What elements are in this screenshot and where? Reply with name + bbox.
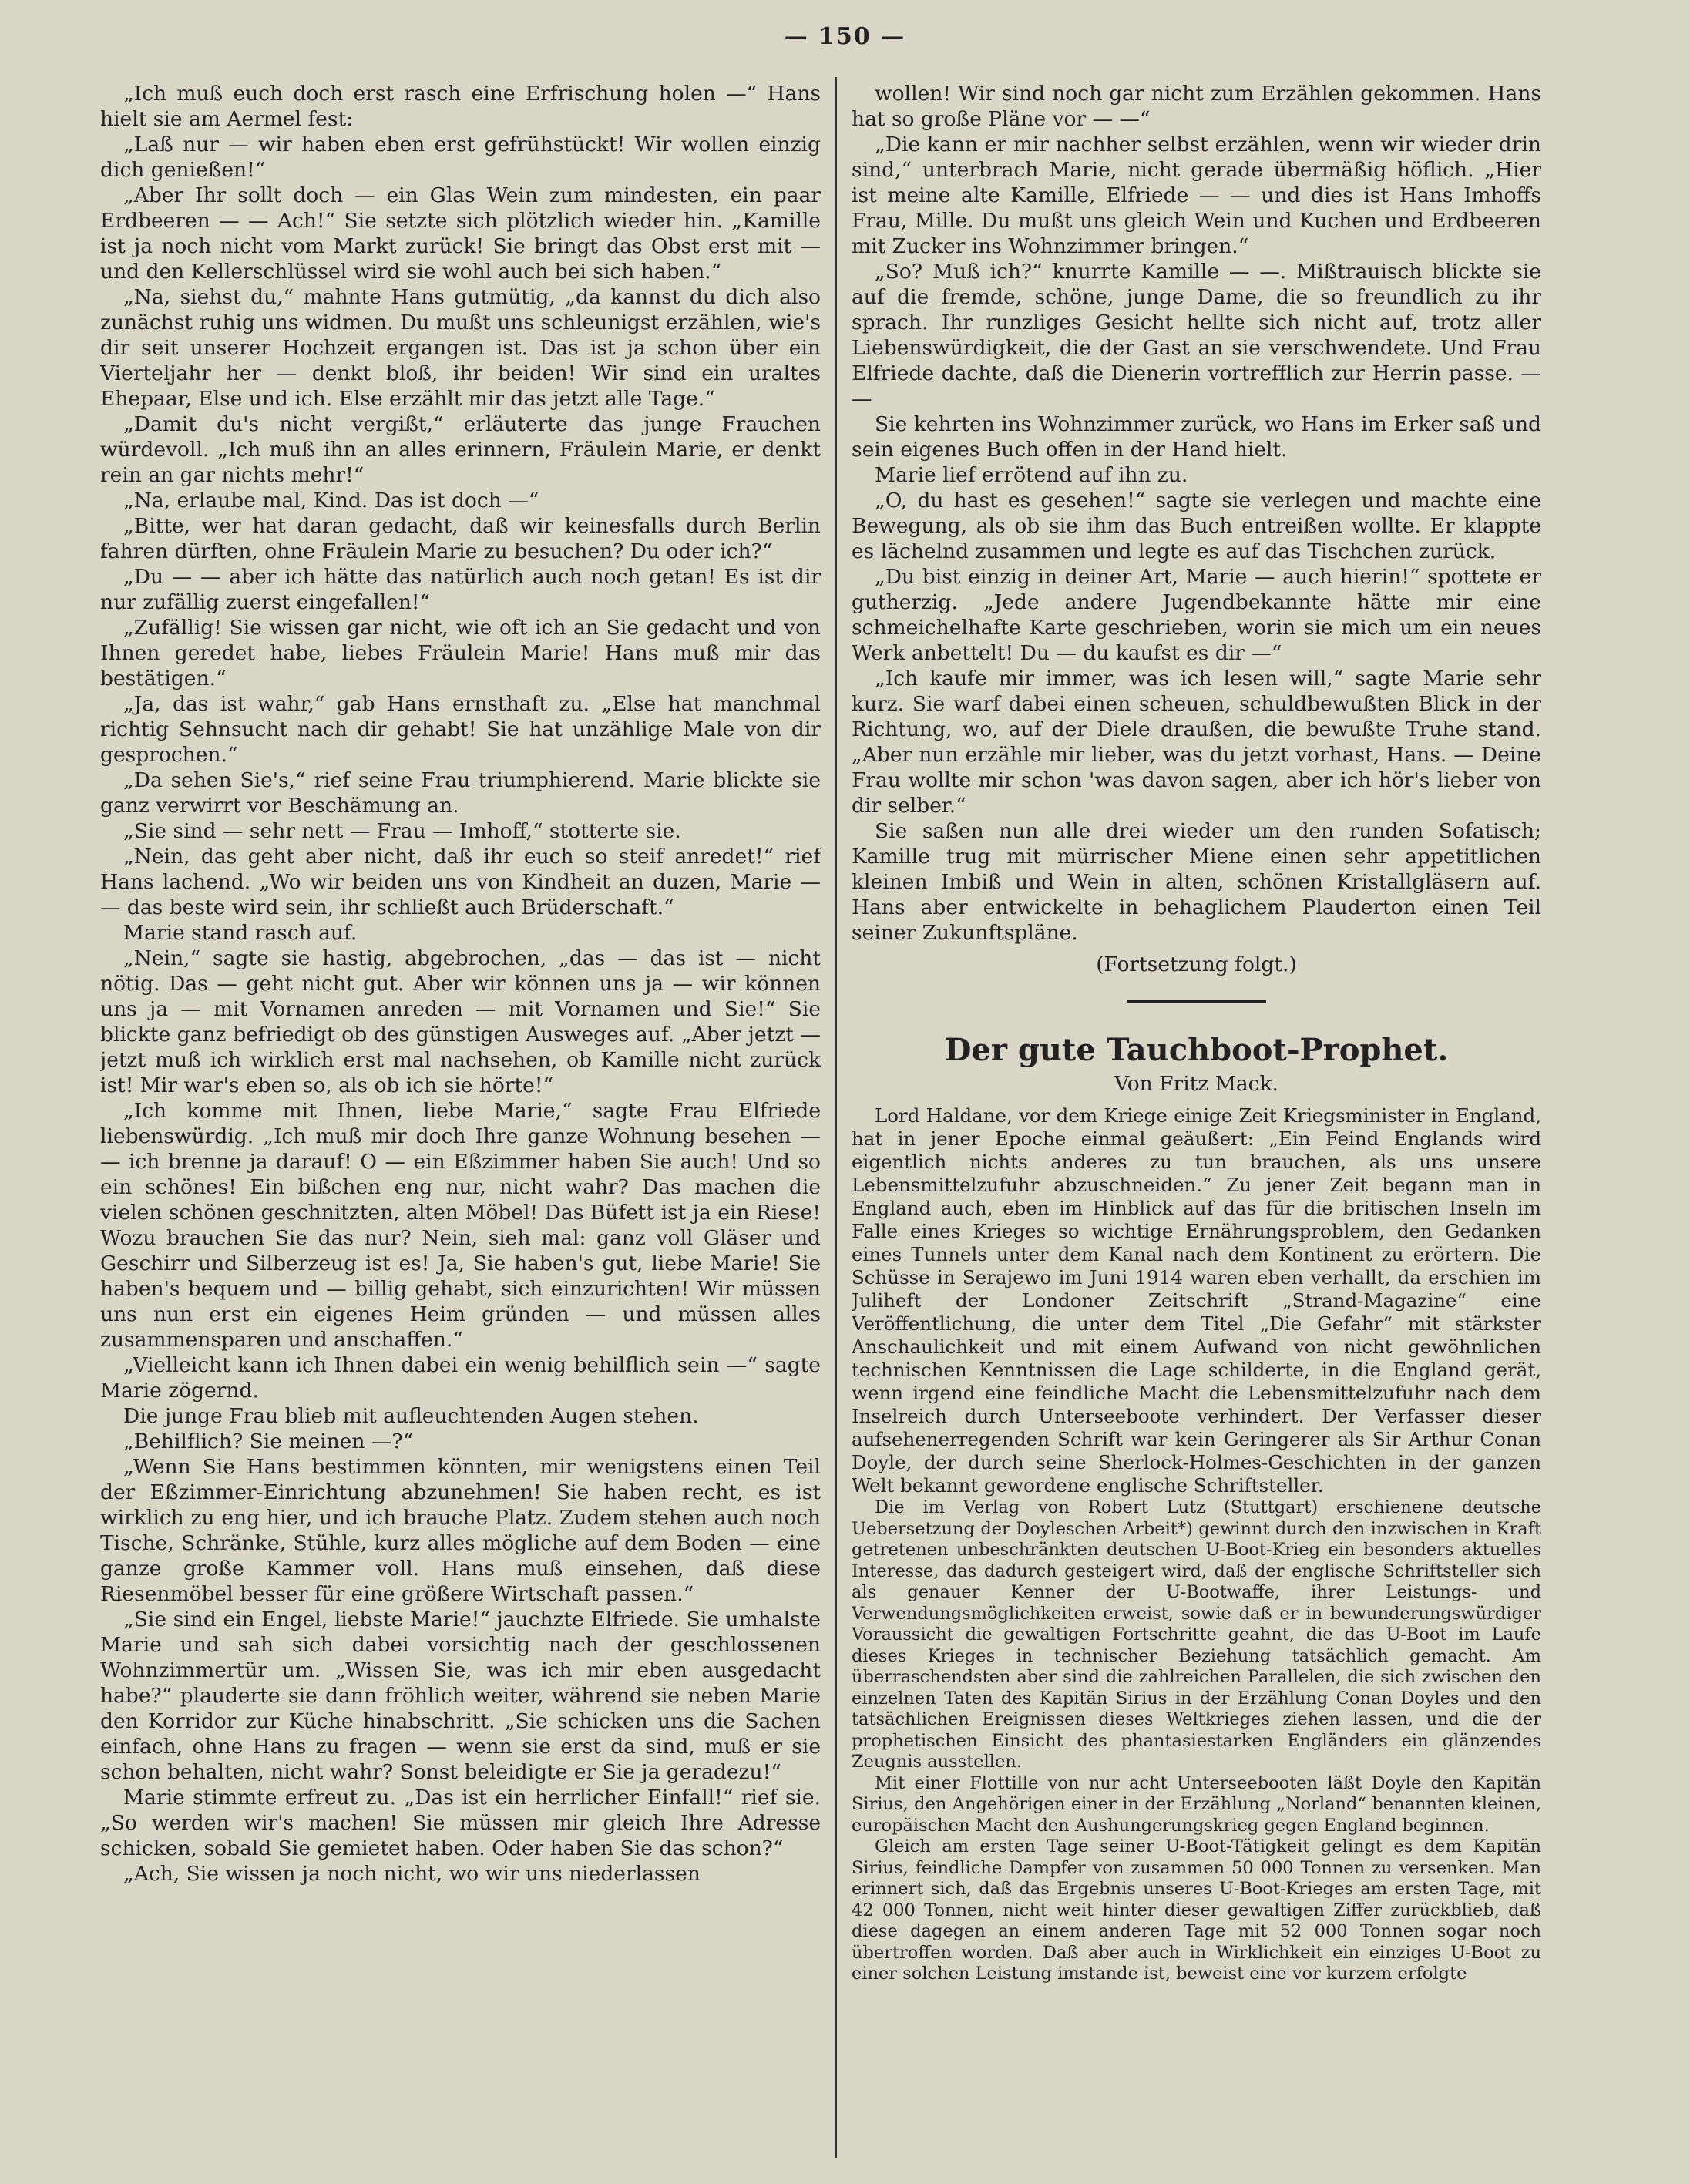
article-paragraph: Gleich am ersten Tage seiner U-Boot-Tätigkeit gelingt es dem Kapitän Sirius, feindliche Dampfer von zusammen 50 000 Tonnen zu versenken. Man erinnert sich, daß das Ergebnis unseres U-Boot-Krieges am ersten Tage, mit 42 000 Tonnen, nicht weit hinter dieser gewaltigen Ziffer zurückblieb, daß diese dagegen an einem anderen Tage mit 52 000 Tonnen sogar noch übertroffen worden. Daß aber auch in Wirklichkeit ein einziges U-Boot zu einer solchen Leistung imstande ist, beweist eine vor kurzem erfolgte [852, 1836, 1541, 1984]
story-paragraph: „Da sehen Sie's,“ rief seine Frau triumphierend. Marie blickte sie ganz verwirrt vor Beschämung an. [100, 768, 821, 818]
story-paragraph: „Ja, das ist wahr,“ gab Hans ernsthaft zu. „Else hat manchmal richtig Sehnsucht nach dir gehabt! Sie hat unzählige Male von dir gesprochen.“ [100, 692, 821, 767]
story-paragraph: „Na, erlaube mal, Kind. Das ist doch —“ [123, 489, 539, 512]
story-paragraph: Marie stand rasch auf. [123, 921, 358, 945]
story-paragraph: „O, du hast es gesehen!“ sagte sie verlegen und machte eine Bewegung, als ob sie ihm das Buch entreißen wollte. Er klappte es lächelnd zusammen und legte es auf das Tischchen zurück. [852, 489, 1541, 563]
story-paragraph: „Aber Ihr sollt doch — ein Glas Wein zum mindesten, ein paar Erdbeeren — — Ach!“ Sie setzte sich plötzlich wieder hin. „Kamille ist ja noch nicht vom Markt zurück! Sie bringt das Obst erst mit — und den Kellerschlüssel wird sie wohl auch bei sich haben.“ [100, 183, 821, 284]
right-column [852, 81, 1541, 2162]
story-paragraph: Sie kehrten ins Wohnzimmer zurück, wo Hans im Erker saß und sein eigenes Buch offen in der Hand hielt. [852, 412, 1541, 462]
story-paragraph: „Sie sind ein Engel, liebste Marie!“ jauchzte Elfriede. Sie umhalste Marie und sah sich dabei vorsichtig nach der geschlossenen Wohnzimmertür um. „Wissen Sie, was ich mir eben ausgedacht habe?“ plauderte sie dann fröhlich weiter, während sie neben Marie den Korridor zur Küche hinabschritt. „Sie schicken uns die Sachen einfach, ohne Hans zu fragen — wenn sie erst da sind, muß er sie schon behalten, nicht wahr? Sonst beleidigte er Sie ja geradezu!“ [100, 1608, 821, 1784]
story-paragraph: „Du — — aber ich hätte das natürlich auch noch getan! Es ist dir nur zufällig zuerst eingefallen!“ [100, 565, 821, 614]
story-paragraph: „Ich kaufe mir immer, was ich lesen will,“ sagte Marie sehr kurz. Sie warf dabei einen scheuen, schuldbewußten Blick in der Richtung, wo, auf der Diele draußen, die bewußte Truhe stand. „Aber nun erzähle mir lieber, was du jetzt vorhast, Hans. — Deine Frau wollte mir schon 'was davon sagen, aber ich hör's lieber von dir selber.“ [852, 667, 1541, 818]
story-paragraph: „Ich komme mit Ihnen, liebe Marie,“ sagte Frau Elfriede liebenswürdig. „Ich muß mir doch Ihre ganze Wohnung besehen — — ich brenne ja darauf! O — ein Eßzimmer haben Sie auch! Und so ein schönes! Ein bißchen eng nur, nicht wahr? Das machen die vielen schönen geschnitzten, alten Möbel! Das Büfett ist ja ein Riese! Wozu brauchen Sie das nur? Nein, sieh mal: ganz voll Gläser und Geschirr und Silberzeug ist es! Ja, Sie haben's gut, liebe Marie! Sie haben's bequem und — billig gehabt, sich einzurichten! Wir müssen uns nun erst ein eigenes Heim gründen — und müssen alles zusammensparen und anschaffen.“ [100, 1099, 821, 1352]
story-paragraph: Marie stimmte erfreut zu. „Das ist ein herrlicher Einfall!“ rief sie. „So werden wir's machen! Sie müssen mir gleich Ihre Adresse schicken, sobald Sie gemietet haben. Oder haben Sie das schon?“ [100, 1786, 821, 1860]
story-paragraph: „Die kann er mir nachher selbst erzählen, wenn wir wieder drin sind,“ unterbrach Marie, nicht gerade übermäßig höflich. „Hier ist meine alte Kamille, Elfriede — — und dies ist Hans Imhoffs Frau, Mille. Du mußt uns gleich Wein und Kuchen und Erdbeeren mit Zucker ins Wohnzimmer bringen.“ [852, 133, 1541, 258]
continued-note: (Fortsetzung folgt.) [1096, 953, 1297, 976]
story-paragraph: „Laß nur — wir haben eben erst gefrühstückt! Wir wollen einzig dich genießen!“ [100, 133, 821, 182]
story-paragraph: „Bitte, wer hat daran gedacht, daß wir keinesfalls durch Berlin fahren dürften, ohne Fräulein Marie zu besuchen? Du oder ich?“ [100, 514, 821, 563]
left-column [100, 81, 821, 2162]
story-paragraph: „Na, siehst du,“ mahnte Hans gutmütig, „da kannst du dich also zunächst ruhig uns widmen. Du mußt uns schleunigst erzählen, wie's dir seit unserer Hochzeit ergangen ist. Das ist ja schon über ein Vierteljahr her — denkt bloß, ihr beiden! Wir sind ein uraltes Ehepaar, Else und ich. Else erzählt mir das jetzt alle Tage.“ [100, 285, 821, 411]
story-paragraph: „Ach, Sie wissen ja noch nicht, wo wir uns niederlassen [123, 1862, 701, 1886]
serial-story-end [852, 81, 1541, 946]
story-paragraph: „Wenn Sie Hans bestimmen könnten, mir wenigstens einen Teil der Eßzimmer-Einrichtung abzunehmen! Sie haben recht, es ist wirklich zu eng hier, und ich brauche Platz. Zudem stehen auch noch Tische, Schränke, Stühle, kurz alles mögliche auf dem Boden — eine ganze große Kammer voll. Hans muß einsehen, daß diese Riesenmöbel besser für eine größere Wirtschaft passen.“ [100, 1455, 821, 1606]
section-rule [1127, 1000, 1266, 1003]
story-paragraph: „Zufällig! Sie wissen gar nicht, wie oft ich an Sie gedacht und von Ihnen geredet habe, liebes Fräulein Marie! Hans muß mir das bestätigen.“ [100, 616, 821, 690]
column-divider [835, 77, 837, 2158]
story-paragraph: „Du bist einzig in deiner Art, Marie — auch hierin!“ spottete er gutherzig. „Jede andere Jugendbekannte hätte mir eine schmeichelhafte Karte geschrieben, worin sie mich um ein neues Werk anbettelt! Du — du kaufst es dir —“ [852, 565, 1541, 665]
story-paragraph: „Ich muß euch doch erst rasch eine Erfrischung holen —“ Hans hielt sie am Aermel fest: [100, 82, 821, 131]
story-paragraph: „So? Muß ich?“ knurrte Kamille — —. Mißtrauisch blickte sie auf die fremde, schöne, junge Dame, die so freundlich zu ihr sprach. Ihr runzliges Gesicht hellte sich nicht auf, trotz aller Liebenswürdigkeit, die der Gast an sie verschwendete. Und Frau Elfriede dachte, daß die Dienerin vortrefflich zur Herrin passe. — — [852, 260, 1541, 411]
story-paragraph: „Nein, das geht aber nicht, daß ihr euch so steif anredet!“ rief Hans lachend. „Wo wir beiden uns von Kindheit an duzen, Marie — — das beste wird sein, ihr schließt auch Brüderschaft.“ [100, 845, 821, 919]
story-paragraph: „Nein,“ sagte sie hastig, abgebrochen, „das — das ist — nicht nötig. Das — geht nicht gut. Aber wir können uns ja — wir können uns ja — mit Vornamen anreden — mit Vornamen und Sie!“ Sie blickte ganz befriedigt ob des günstigen Ausweges auf. „Aber jetzt — jetzt muß ich wirklich erst mal nachsehen, ob Kamille nicht zurück ist! Mir war's eben so, als ob ich sie hörte!“ [100, 946, 821, 1097]
page-number: — 150 — [784, 23, 906, 50]
article-title: Der gute Tauchboot-Prophet. [944, 1032, 1449, 1068]
article-lead-paragraph: Lord Haldane, vor dem Kriege einige Zeit Kriegsminister in England, hat in jener Epoche einmal geäußert: „Ein Feind Englands wird eigentlich nichts anderes zu tun brauchen, als uns unsere Lebensmittelzufuhr abzuschneiden.“ Zu jener Zeit begann man in England auch, eben im Hinblick auf das für die britischen Inseln im Falle eines Krieges so wichtige Ernährungsproblem, den Gedanken eines Tunnels unter dem Kanal nach dem Kontinent zu erörtern. Die Schüsse in Serajewo im Juni 1914 waren eben verhallt, da erschien im Juliheft der Londoner Zeitschrift „Strand-Magazine“ eine Veröffentlichung, die unter dem Titel „Die Gefahr“ mit stärkster Anschaulichkeit und mit einem Aufwand von nicht gewöhnlichen technischen Kenntnissen die Lage schilderte, in die England gerät, wenn irgend eine feindliche Macht die Lebensmittelzufuhr nach dem Inselreich durch Unterseeboote verhindert. Der Verfasser dieser aufsehenerregenden Schrift war kein Geringerer als Sir Arthur Conan Doyle, der durch seine Sherlock-Holmes-Geschichten in der ganzen Welt bekannt gewordene englische Schriftsteller. [852, 1104, 1541, 1497]
article-paragraph: Die im Verlag von Robert Lutz (Stuttgart) erschienene deutsche Uebersetzung der Doyleschen Arbeit*) gewinnt durch den inzwischen in Kraft getretenen unbeschränkten deutschen U-Boot-Krieg ein besonders aktuelles Interesse, das dadurch gesteigert wird, daß der englische Schriftsteller sich als genauer Kenner der U-Bootwaffe, ihrer Leistungs- und Verwendungsmöglichkeiten erweist, sowie daß er in bewunderungswürdiger Voraussicht die gewaltigen Fortschritte geahnt, die das U-Boot im Laufe dieses Krieges in technischer Beziehung tatsächlich gemacht. Am überraschendsten aber sind die zahlreichen Parallelen, die sich zwischen den einzelnen Taten des Kapitän Sirius in der Erzählung Conan Doyles und den tatsächlichen Ereignissen dieses Weltkrieges ziehen lassen, und die der prophetischen Einsicht des phantasiestarken Engländers ein glänzendes Zeugnis ausstellen. [852, 1497, 1541, 1772]
story-paragraph: Die junge Frau blieb mit aufleuchtenden Augen stehen. [123, 1404, 699, 1428]
article-body [852, 1497, 1541, 1985]
serial-story-continued [100, 81, 821, 1887]
story-paragraph: wollen! Wir sind noch gar nicht zum Erzählen gekommen. Hans hat so große Pläne vor — —“ [852, 82, 1541, 131]
story-paragraph: „Damit du's nicht vergißt,“ erläuterte das junge Frauchen würdevoll. „Ich muß ihn an alles erinnern, Fräulein Marie, er denkt rein an gar nichts mehr!“ [100, 412, 821, 487]
article-paragraph: Mit einer Flottille von nur acht Unterseebooten läßt Doyle den Kapitän Sirius, den Angehörigen einer in der Erzählung „Norland“ benannten kleinen, europäischen Macht den Aushungerungskrieg gegen England beginnen. [852, 1772, 1541, 1836]
article-byline: Von Fritz Mack. [1114, 1072, 1278, 1096]
story-paragraph: Sie saßen nun alle drei wieder um den runden Sofatisch; Kamille trug mit mürrischer Miene einen sehr appetitlichen kleinen Imbiß und Wein in alten, schönen Kristallgläsern auf. Hans aber entwickelte in behaglichem Plauderton einen Teil seiner Zukunftspläne. [852, 819, 1541, 945]
story-paragraph: „Vielleicht kann ich Ihnen dabei ein wenig behilflich sein —“ sagte Marie zögernd. [100, 1353, 821, 1403]
story-paragraph: „Behilflich? Sie meinen —?“ [123, 1430, 414, 1453]
story-paragraph: Marie lief errötend auf ihn zu. [875, 463, 1188, 487]
story-paragraph: „Sie sind — sehr nett — Frau — Imhoff,“ stotterte sie. [123, 819, 681, 843]
article-lead [852, 1104, 1541, 1497]
